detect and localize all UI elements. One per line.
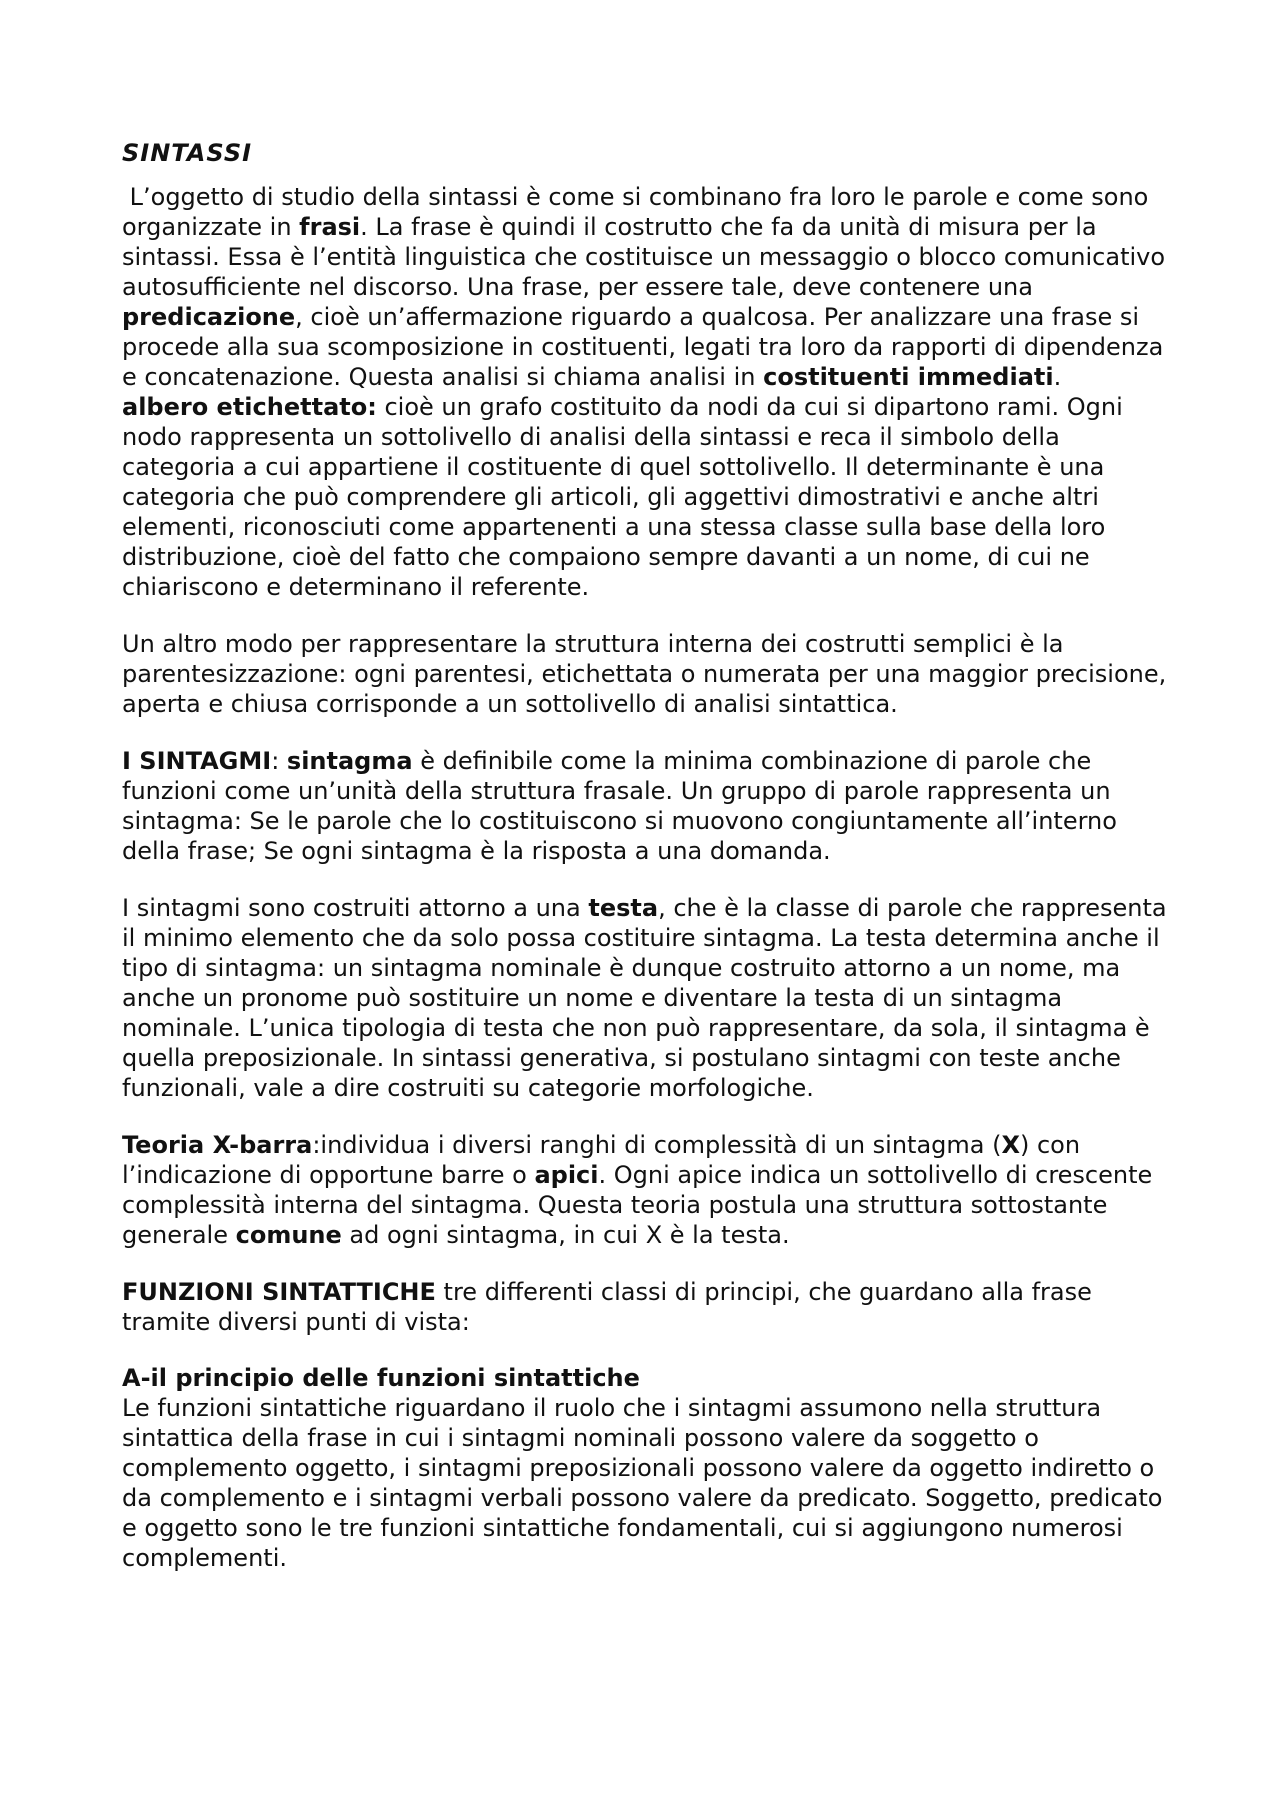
paragraph-testa bbox=[122, 893, 1175, 1103]
bold-term-testa: testa bbox=[588, 894, 659, 922]
bold-term-funzioni-sintattiche: FUNZIONI SINTATTICHE bbox=[122, 1278, 436, 1306]
bold-term-albero-etichettato: albero etichettato: bbox=[122, 393, 377, 421]
text-run: tre differenti classi di principi, che guardano alla frase tramite diversi punti di vista: bbox=[122, 1278, 1100, 1336]
text-run: :individua i diversi ranghi di complessità di un sintagma ( bbox=[312, 1131, 1002, 1159]
section-heading-principio bbox=[122, 1363, 1172, 1393]
text-run: , che è la classe di parole che rappresenta il minimo elemento che da solo possa costituire sintagma. La testa determina anche il tipo di sintagma: un sintagma nominale è dunque costruito attorno a un nome, ma anche un pronome può sostituire un nome e diventare la testa di un sintagma nominale. L’unica tipologia di testa che non può rappresentare, da sola, il sintagma è quella preposizionale. In sintassi generativa, si postulano sintagmi con teste anche funzionali, vale a dire costruiti su categorie morfologiche. bbox=[122, 894, 1175, 1102]
text-run: . Ogni apice indica un sottolivello di crescente complessità interna del sintagma. Questa teoria postula una struttura sottostante generale bbox=[122, 1161, 1160, 1249]
bold-term-x: X bbox=[1001, 1131, 1020, 1159]
paragraph-intro bbox=[122, 182, 1172, 392]
text-run: è definibile come la minima combinazione di parole che funzioni come un’unità della struttura frasale. Un gruppo di parole rappresenta un sintagma: Se le parole che lo costituiscono si muovono congiuntamente all’interno della frase; Se ogni sintagma è la risposta a una domanda. bbox=[122, 747, 1125, 865]
text-run: ) con l’indicazione di opportune barre o bbox=[122, 1131, 1088, 1189]
bold-term-frasi: frasi bbox=[299, 213, 361, 241]
bold-term-i-sintagmi: I SINTAGMI bbox=[122, 747, 272, 775]
text-run: I sintagmi sono costruiti attorno a una bbox=[122, 894, 589, 922]
paragraph-teoria-x-barra bbox=[122, 1130, 1172, 1250]
bold-term-sintagma: sintagma bbox=[286, 747, 413, 775]
text-run: ad ogni sintagma, in cui X è la testa. bbox=[341, 1221, 790, 1249]
document-page bbox=[122, 138, 1175, 1573]
bold-term-teoria-x-barra: Teoria X-barra bbox=[122, 1131, 313, 1159]
bold-term-costituenti-immediati: costituenti immediati bbox=[763, 363, 1054, 391]
bold-heading-principio: A-il principio delle funzioni sintattiche bbox=[122, 1364, 640, 1392]
paragraph-albero-etichettato bbox=[122, 392, 1172, 602]
text-run: , cioè un’affermazione riguardo a qualcosa. Per analizzare una frase si procede alla sua scomposizione in costituenti, legati tra loro da rapporti di dipendenza e concatenazione. Questa analisi si chiama analisi in bbox=[122, 303, 1171, 391]
paragraph-principio-funzioni bbox=[122, 1393, 1172, 1573]
text-run: . La frase è quindi il costrutto che fa da unità di misura per la sintassi. Essa è l’entità linguistica che costituisce un messaggio o blocco comunicativo autosufficiente nel discorso. Una frase, per essere tale, deve contenere una bbox=[122, 213, 1173, 301]
text-run: : bbox=[271, 747, 287, 775]
paragraph-funzioni-sintattiche bbox=[122, 1277, 1172, 1337]
bold-term-predicazione: predicazione bbox=[122, 303, 296, 331]
bold-term-comune: comune bbox=[235, 1221, 342, 1249]
text-run: L’oggetto di studio della sintassi è come si combinano fra loro le parole e come sono organizzate in bbox=[122, 183, 1157, 241]
document-title: SINTASSI bbox=[122, 139, 253, 167]
text-run: cioè un grafo costituito da nodi da cui si dipartono rami. Ogni nodo rappresenta un sottolivello di analisi della sintassi e reca il simbolo della categoria a cui appartiene il costituente di quel sottolivello. Il determinante è una categoria che può comprendere gli articoli, gli aggettivi dimostrativi e anche altri elementi, riconosciuti come appartenenti a una stessa classe sulla base della loro distribuzione, cioè del fatto che compaiono sempre davanti a un nome, di cui ne chiariscono e determinano il referente. bbox=[122, 393, 1131, 601]
text-run: . bbox=[1053, 363, 1062, 391]
paragraph-parentesizzazione bbox=[122, 629, 1172, 719]
text-run: Le funzioni sintattiche riguardano il ruolo che i sintagmi assumono nella struttura sintattica della frase in cui i sintagmi nominali possono valere da soggetto o complemento oggetto, i sintagmi preposizionali possono valere da oggetto indiretto o da complemento e i sintagmi verbali possono valere da predicato. Soggetto, predicato e oggetto sono le tre funzioni sintattiche fondamentali, cui si aggiungono numerosi complementi. bbox=[122, 1394, 1171, 1572]
bold-term-apici: apici bbox=[534, 1161, 599, 1189]
text-run: Un altro modo per rappresentare la struttura interna dei costrutti semplici è la parentesizzazione: ogni parentesi, etichettata o numerata per una maggior precisione, aperta e chiusa corrisponde a un sottolivello di analisi sintattica. bbox=[122, 630, 1174, 718]
paragraph-sintagmi bbox=[122, 746, 1172, 866]
